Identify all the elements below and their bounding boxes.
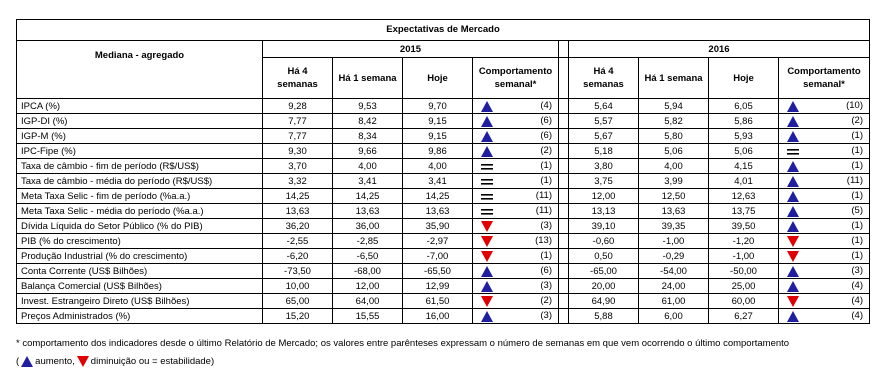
value-cell: 9,28 bbox=[263, 99, 333, 114]
trend-cell bbox=[779, 294, 870, 309]
down-triangle-icon bbox=[787, 296, 799, 307]
table-title: Expectativas de Mercado bbox=[17, 20, 870, 41]
column-gap bbox=[559, 129, 569, 144]
trend-cell bbox=[779, 99, 870, 114]
weeks-count: (3) bbox=[851, 265, 863, 276]
weeks-count: (1) bbox=[540, 160, 552, 171]
trend-cell bbox=[779, 189, 870, 204]
trend-cell bbox=[779, 204, 870, 219]
column-gap bbox=[559, 41, 569, 58]
value-cell: 14,25 bbox=[403, 189, 473, 204]
weeks-count: (4) bbox=[851, 295, 863, 306]
value-cell: -2,97 bbox=[403, 234, 473, 249]
value-cell: 39,10 bbox=[569, 219, 639, 234]
up-triangle-icon bbox=[787, 116, 799, 127]
trend-cell bbox=[473, 294, 559, 309]
value-cell: 5,80 bbox=[639, 129, 709, 144]
up-triangle-icon bbox=[481, 281, 493, 292]
trend-cell bbox=[473, 204, 559, 219]
column-gap bbox=[559, 114, 569, 129]
indicator-label: Preços Administrados (%) bbox=[17, 309, 263, 324]
value-cell: 5,82 bbox=[639, 114, 709, 129]
column-header bbox=[779, 58, 870, 99]
value-cell: 64,90 bbox=[569, 294, 639, 309]
value-cell: 6,27 bbox=[709, 309, 779, 324]
value-cell: 5,93 bbox=[709, 129, 779, 144]
weeks-count: (3) bbox=[540, 310, 552, 321]
column-header-line: semanal* bbox=[803, 79, 845, 90]
table-row bbox=[17, 249, 870, 264]
value-cell: 61,50 bbox=[403, 294, 473, 309]
value-cell: 12,99 bbox=[403, 279, 473, 294]
table-row bbox=[17, 219, 870, 234]
value-cell: 13,63 bbox=[333, 204, 403, 219]
value-cell: -6,50 bbox=[333, 249, 403, 264]
up-triangle-icon bbox=[21, 356, 33, 367]
up-triangle-icon bbox=[787, 221, 799, 232]
equal-sign-icon bbox=[481, 161, 493, 172]
column-gap bbox=[559, 279, 569, 294]
indicator-label: PIB (% do crescimento) bbox=[17, 234, 263, 249]
value-cell: 5,86 bbox=[709, 114, 779, 129]
trend-cell bbox=[779, 174, 870, 189]
value-cell: 39,35 bbox=[639, 219, 709, 234]
value-cell: 12,00 bbox=[333, 279, 403, 294]
table-row bbox=[17, 144, 870, 159]
value-cell: -73,50 bbox=[263, 264, 333, 279]
value-cell: 9,15 bbox=[403, 129, 473, 144]
value-cell: 6,00 bbox=[639, 309, 709, 324]
trend-cell bbox=[473, 114, 559, 129]
value-cell: -7,00 bbox=[403, 249, 473, 264]
indicator-label: IGP-DI (%) bbox=[17, 114, 263, 129]
trend-cell bbox=[779, 144, 870, 159]
value-cell: 60,00 bbox=[709, 294, 779, 309]
weeks-count: (6) bbox=[540, 265, 552, 276]
indicator-label: Taxa de câmbio - fim de período (R$/US$) bbox=[17, 159, 263, 174]
legend-up-label: aumento, bbox=[35, 356, 75, 367]
table-row bbox=[17, 204, 870, 219]
weeks-count: (4) bbox=[851, 280, 863, 291]
value-cell: 9,53 bbox=[333, 99, 403, 114]
value-cell: 9,30 bbox=[263, 144, 333, 159]
trend-cell bbox=[779, 129, 870, 144]
trend-cell bbox=[473, 129, 559, 144]
column-header bbox=[403, 58, 473, 99]
weeks-count: (1) bbox=[851, 130, 863, 141]
value-cell: 4,01 bbox=[709, 174, 779, 189]
column-gap bbox=[559, 249, 569, 264]
indicator-label: IGP-M (%) bbox=[17, 129, 263, 144]
weeks-count: (3) bbox=[540, 280, 552, 291]
up-triangle-icon bbox=[787, 131, 799, 142]
value-cell: 0,50 bbox=[569, 249, 639, 264]
column-gap bbox=[559, 219, 569, 234]
column-gap bbox=[559, 264, 569, 279]
value-cell: 5,18 bbox=[569, 144, 639, 159]
up-triangle-icon bbox=[787, 176, 799, 187]
legend-open: ( bbox=[16, 356, 20, 367]
weeks-count: (1) bbox=[851, 160, 863, 171]
column-header-line: Há 4 bbox=[593, 66, 614, 77]
weeks-count: (13) bbox=[535, 235, 552, 246]
value-cell: -0,60 bbox=[569, 234, 639, 249]
value-cell: 15,55 bbox=[333, 309, 403, 324]
value-cell: 5,64 bbox=[569, 99, 639, 114]
weeks-count: (2) bbox=[540, 295, 552, 306]
value-cell: -68,00 bbox=[333, 264, 403, 279]
value-cell: 5,57 bbox=[569, 114, 639, 129]
trend-cell bbox=[473, 234, 559, 249]
value-cell: -65,50 bbox=[403, 264, 473, 279]
weeks-count: (11) bbox=[846, 175, 863, 186]
indicator-label: Balança Comercial (US$ Bilhões) bbox=[17, 279, 263, 294]
down-triangle-icon bbox=[77, 356, 89, 367]
down-triangle-icon bbox=[787, 251, 799, 262]
trend-cell bbox=[473, 144, 559, 159]
value-cell: 7,77 bbox=[263, 129, 333, 144]
value-cell: -1,00 bbox=[709, 249, 779, 264]
value-cell: 8,34 bbox=[333, 129, 403, 144]
weeks-count: (5) bbox=[851, 205, 863, 216]
weeks-count: (2) bbox=[851, 115, 863, 126]
table-row bbox=[17, 129, 870, 144]
year-2016-header: 2016 bbox=[569, 41, 870, 58]
value-cell: 5,06 bbox=[709, 144, 779, 159]
trend-cell bbox=[779, 159, 870, 174]
weeks-count: (6) bbox=[540, 115, 552, 126]
trend-cell bbox=[779, 219, 870, 234]
legend bbox=[16, 356, 214, 367]
column-gap bbox=[559, 174, 569, 189]
value-cell: 13,63 bbox=[403, 204, 473, 219]
up-triangle-icon bbox=[481, 266, 493, 277]
down-triangle-icon bbox=[787, 236, 799, 247]
value-cell: 3,70 bbox=[263, 159, 333, 174]
weeks-count: (1) bbox=[540, 250, 552, 261]
value-cell: 4,15 bbox=[709, 159, 779, 174]
indicator-label: Invest. Estrangeiro Direto (US$ Bilhões) bbox=[17, 294, 263, 309]
value-cell: 7,77 bbox=[263, 114, 333, 129]
year-2015-header: 2015 bbox=[263, 41, 559, 58]
column-header-line: Hoje bbox=[427, 72, 448, 84]
table-row bbox=[17, 159, 870, 174]
equal-sign-icon bbox=[481, 176, 493, 187]
weeks-count: (1) bbox=[851, 235, 863, 246]
column-header-line: Há 4 bbox=[287, 66, 308, 77]
indicator-label: Meta Taxa Selic - média do período (%a.a.) bbox=[17, 204, 263, 219]
trend-cell bbox=[473, 264, 559, 279]
value-cell: 3,99 bbox=[639, 174, 709, 189]
value-cell: 13,13 bbox=[569, 204, 639, 219]
value-cell: 36,20 bbox=[263, 219, 333, 234]
trend-cell bbox=[779, 234, 870, 249]
value-cell: 5,94 bbox=[639, 99, 709, 114]
trend-cell bbox=[473, 99, 559, 114]
indicator-label: IPC-Fipe (%) bbox=[17, 144, 263, 159]
value-cell: -2,85 bbox=[333, 234, 403, 249]
up-triangle-icon bbox=[787, 101, 799, 112]
up-triangle-icon bbox=[787, 281, 799, 292]
weeks-count: (11) bbox=[535, 205, 552, 216]
column-header bbox=[639, 58, 709, 99]
value-cell: 3,80 bbox=[569, 159, 639, 174]
value-cell: -6,20 bbox=[263, 249, 333, 264]
table-row bbox=[17, 279, 870, 294]
value-cell: 5,06 bbox=[639, 144, 709, 159]
value-cell: 3,41 bbox=[403, 174, 473, 189]
column-gap bbox=[559, 309, 569, 324]
table-row bbox=[17, 294, 870, 309]
value-cell: 12,63 bbox=[709, 189, 779, 204]
table-row bbox=[17, 234, 870, 249]
column-header bbox=[569, 58, 639, 99]
up-triangle-icon bbox=[787, 206, 799, 217]
value-cell: 14,25 bbox=[333, 189, 403, 204]
weeks-count: (4) bbox=[540, 100, 552, 111]
up-triangle-icon bbox=[481, 116, 493, 127]
indicator-label: Dívida Líquida do Setor Público (% do PIB) bbox=[17, 219, 263, 234]
column-header-line: Há 1 semana bbox=[338, 72, 397, 84]
value-cell: -2,55 bbox=[263, 234, 333, 249]
trend-cell bbox=[473, 219, 559, 234]
up-triangle-icon bbox=[787, 161, 799, 172]
value-cell: 6,05 bbox=[709, 99, 779, 114]
table-row bbox=[17, 189, 870, 204]
value-cell: 5,67 bbox=[569, 129, 639, 144]
equal-sign-icon bbox=[481, 206, 493, 217]
column-gap bbox=[559, 204, 569, 219]
value-cell: 4,00 bbox=[333, 159, 403, 174]
up-triangle-icon bbox=[481, 131, 493, 142]
down-triangle-icon bbox=[481, 221, 493, 232]
indicator-label: Taxa de câmbio - média do período (R$/US$) bbox=[17, 174, 263, 189]
value-cell: 61,00 bbox=[639, 294, 709, 309]
column-header-line: semanas bbox=[583, 79, 624, 90]
trend-cell bbox=[473, 249, 559, 264]
value-cell: 12,50 bbox=[639, 189, 709, 204]
value-cell: 3,41 bbox=[333, 174, 403, 189]
value-cell: -1,00 bbox=[639, 234, 709, 249]
trend-cell bbox=[473, 189, 559, 204]
value-cell: 13,63 bbox=[263, 204, 333, 219]
footnote: * comportamento dos indicadores desde o último Relatório de Mercado; os valores entre parênteses expressam o número de semanas em que vem ocorrendo o último comportamento bbox=[16, 338, 790, 349]
legend-down-label: diminuição ou = estabilidade) bbox=[90, 356, 215, 367]
value-cell: -0,29 bbox=[639, 249, 709, 264]
value-cell: 64,00 bbox=[333, 294, 403, 309]
value-cell: 4,00 bbox=[403, 159, 473, 174]
weeks-count: (1) bbox=[540, 175, 552, 186]
table-row bbox=[17, 264, 870, 279]
value-cell: 20,00 bbox=[569, 279, 639, 294]
value-cell: -54,00 bbox=[639, 264, 709, 279]
down-triangle-icon bbox=[481, 251, 493, 262]
up-triangle-icon bbox=[787, 191, 799, 202]
trend-cell bbox=[473, 279, 559, 294]
weeks-count: (6) bbox=[540, 130, 552, 141]
column-header bbox=[333, 58, 403, 99]
trend-cell bbox=[779, 249, 870, 264]
indicator-label: Conta Corrente (US$ Bilhões) bbox=[17, 264, 263, 279]
weeks-count: (2) bbox=[540, 145, 552, 156]
value-cell: 15,20 bbox=[263, 309, 333, 324]
equal-sign-icon bbox=[481, 191, 493, 202]
column-gap bbox=[559, 99, 569, 114]
column-gap bbox=[559, 294, 569, 309]
value-cell: 3,75 bbox=[569, 174, 639, 189]
value-cell: 13,63 bbox=[639, 204, 709, 219]
value-cell: 39,50 bbox=[709, 219, 779, 234]
value-cell: 12,00 bbox=[569, 189, 639, 204]
value-cell: 9,86 bbox=[403, 144, 473, 159]
weeks-count: (3) bbox=[540, 220, 552, 231]
trend-cell bbox=[473, 159, 559, 174]
value-cell: 9,70 bbox=[403, 99, 473, 114]
indicator-label: Meta Taxa Selic - fim de período (%a.a.) bbox=[17, 189, 263, 204]
value-cell: 9,66 bbox=[333, 144, 403, 159]
column-header bbox=[263, 58, 333, 99]
value-cell: 3,32 bbox=[263, 174, 333, 189]
column-header bbox=[709, 58, 779, 99]
trend-cell bbox=[473, 174, 559, 189]
up-triangle-icon bbox=[481, 311, 493, 322]
value-cell: -50,00 bbox=[709, 264, 779, 279]
column-header bbox=[473, 58, 559, 99]
weeks-count: (11) bbox=[535, 190, 552, 201]
column-header-line: Comportamento bbox=[478, 66, 553, 77]
trend-cell bbox=[779, 264, 870, 279]
weeks-count: (1) bbox=[851, 190, 863, 201]
down-triangle-icon bbox=[481, 296, 493, 307]
value-cell: 8,42 bbox=[333, 114, 403, 129]
equal-sign-icon bbox=[787, 146, 799, 157]
value-cell: 24,00 bbox=[639, 279, 709, 294]
column-gap bbox=[559, 58, 569, 99]
value-cell: 35,90 bbox=[403, 219, 473, 234]
value-cell: -65,00 bbox=[569, 264, 639, 279]
table-row bbox=[17, 114, 870, 129]
up-triangle-icon bbox=[787, 266, 799, 277]
weeks-count: (10) bbox=[846, 100, 863, 111]
column-gap bbox=[559, 234, 569, 249]
value-cell: 16,00 bbox=[403, 309, 473, 324]
value-cell: 25,00 bbox=[709, 279, 779, 294]
up-triangle-icon bbox=[481, 146, 493, 157]
row-header: Mediana - agregado bbox=[17, 41, 263, 99]
expectations-table bbox=[16, 19, 870, 324]
table-row bbox=[17, 309, 870, 324]
weeks-count: (1) bbox=[851, 250, 863, 261]
value-cell: 65,00 bbox=[263, 294, 333, 309]
column-header-line: Comportamento bbox=[787, 66, 861, 77]
indicator-label: Produção Industrial (% do crescimento) bbox=[17, 249, 263, 264]
up-triangle-icon bbox=[787, 311, 799, 322]
column-header-line: semanas bbox=[277, 79, 318, 90]
value-cell: 9,15 bbox=[403, 114, 473, 129]
value-cell: 36,00 bbox=[333, 219, 403, 234]
indicator-label: IPCA (%) bbox=[17, 99, 263, 114]
value-cell: 13,75 bbox=[709, 204, 779, 219]
value-cell: 14,25 bbox=[263, 189, 333, 204]
column-header-line: Hoje bbox=[733, 72, 754, 84]
value-cell: 4,00 bbox=[639, 159, 709, 174]
down-triangle-icon bbox=[481, 236, 493, 247]
column-header-line: semanal* bbox=[494, 79, 537, 90]
value-cell: -1,20 bbox=[709, 234, 779, 249]
weeks-count: (4) bbox=[851, 310, 863, 321]
trend-cell bbox=[779, 309, 870, 324]
column-gap bbox=[559, 189, 569, 204]
value-cell: 5,88 bbox=[569, 309, 639, 324]
weeks-count: (1) bbox=[851, 145, 863, 156]
trend-cell bbox=[779, 279, 870, 294]
column-gap bbox=[559, 144, 569, 159]
table-row bbox=[17, 174, 870, 189]
column-header-line: Há 1 semana bbox=[644, 72, 703, 84]
column-gap bbox=[559, 159, 569, 174]
weeks-count: (1) bbox=[851, 220, 863, 231]
trend-cell bbox=[779, 114, 870, 129]
value-cell: 10,00 bbox=[263, 279, 333, 294]
up-triangle-icon bbox=[481, 101, 493, 112]
trend-cell bbox=[473, 309, 559, 324]
table-row bbox=[17, 99, 870, 114]
